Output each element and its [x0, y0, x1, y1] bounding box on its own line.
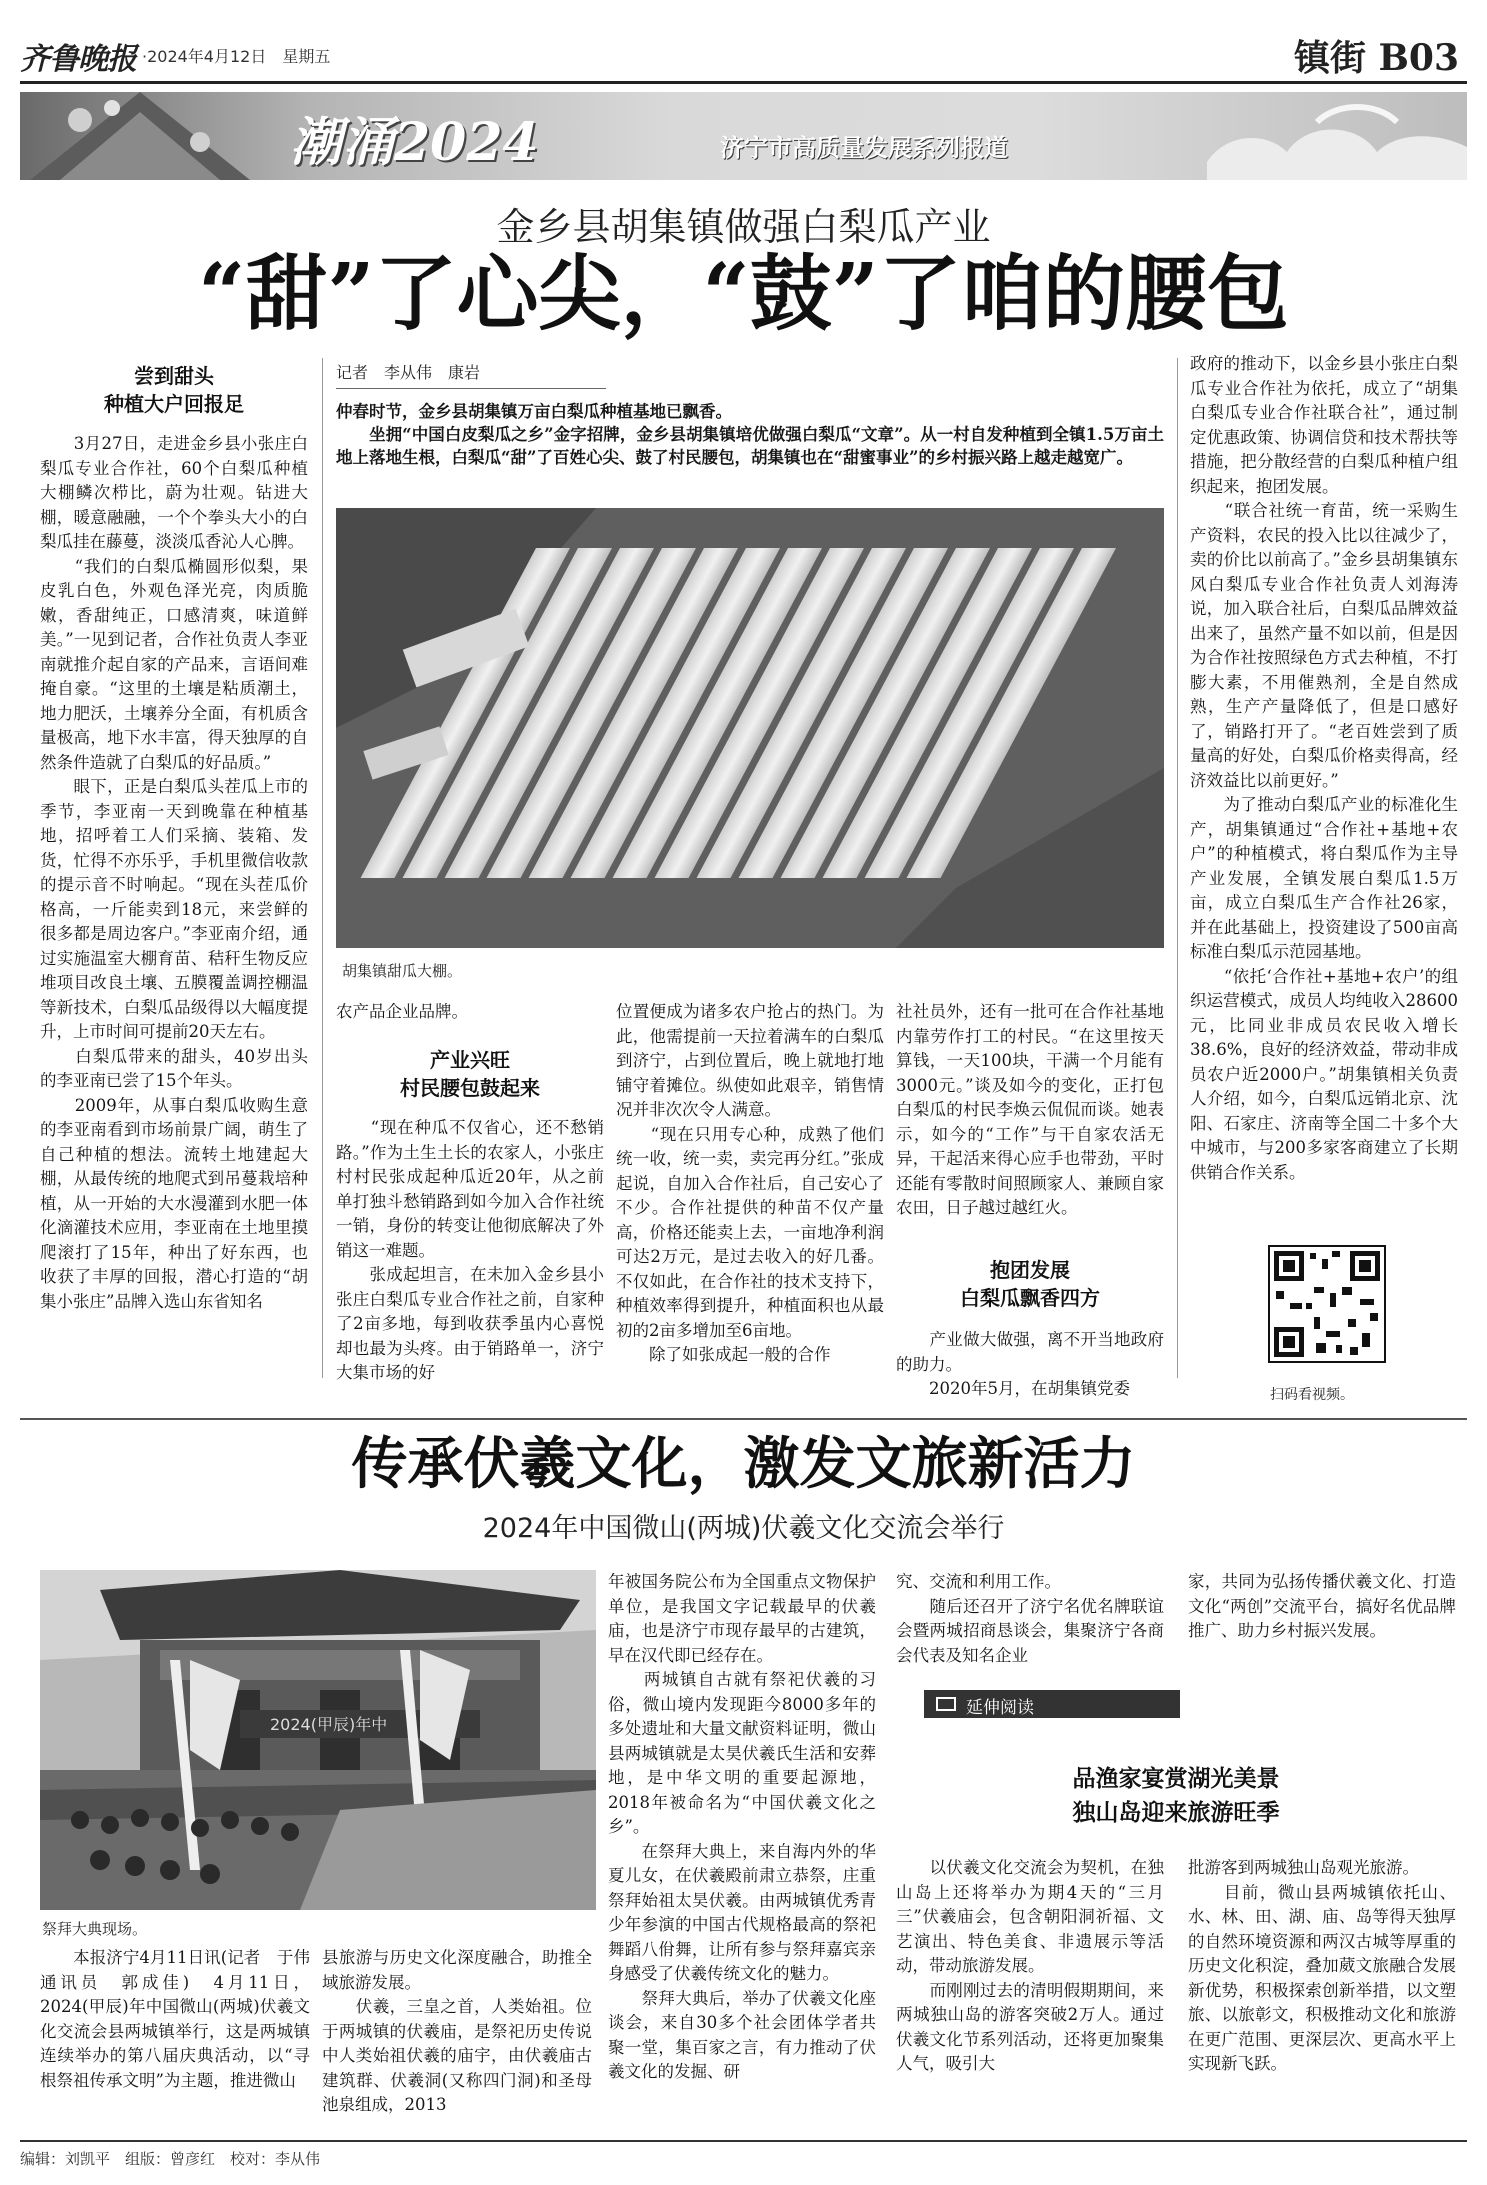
banner-title: 潮涌2024 — [290, 112, 539, 173]
series-banner — [20, 92, 1467, 180]
banner-series: 济宁市高质量发展系列报道 — [720, 134, 1008, 162]
story2-column-4: 究、交流和利用工作。 随后还召开了济宁名优名牌联谊会暨两城招商恳谈会，集聚济宁各商会代表及知名企业 — [896, 1572, 1164, 1665]
banner-fan-decoration — [20, 92, 260, 180]
ceremony-photo-caption: 祭拜大典现场。 — [42, 1920, 148, 1938]
sidebar-column-2: 批游客到两城独山岛观光旅游。 目前，微山县两城镇依托山、水、林、田、湖、庙、岛等得天独厚的自然环境资源和两汉古城等厚重的历史文化积淀，叠加葳文旅融合发展新优势，积极探索创新举措，以文塑旅、以旅彰文，积极推动文化和旅游在更广范围、更深层次、更高水平上实现新飞跃。 — [1188, 1858, 1456, 2073]
story1-kicker: 金乡县胡集镇做强白梨瓜产业 — [496, 205, 991, 249]
story2-column-2: 县旅游与历史文化深度融合，助推全域旅游发展。 伏羲，三皇之首，人类始祖。位于两城镇的伏羲庙，是祭祀历史传说中人类始祖伏羲的庙宇，由伏羲庙古建筑群、伏羲洞(又称四门洞)和圣母池泉组成，2013 — [322, 1948, 592, 2114]
section-heading-1: 尝到甜头 种植大户回报足 — [104, 364, 244, 416]
greenhouse-photo-caption: 胡集镇甜瓜大棚。 — [342, 962, 463, 980]
footer-credits: 编辑：刘凯平 组版：曾彦红 校对：李从伟 — [20, 2150, 321, 2168]
story1-column-1: 3月27日，走进金乡县小张庄白梨瓜专业合作社，60个白梨瓜种植大棚鳞次栉比，蔚为壮观。钻进大棚，暖意融融，一个个拳头大小的白梨瓜挂在藤蔓，淡淡瓜香沁人心脾。 “我们的白梨瓜椭圆形似梨，果皮乳白色，外观色泽光亮，肉质脆嫩，香甜纯正，口感清爽，味道鲜美。”一见到记者，合作社负责人李亚南就推介起自家的产品来，言语间难掩自豪。“这里的土壤是粘质潮土，地力肥沃，土壤养分全面，有机质含量极高，地下水丰富，得天独厚的自然条件造就了白梨瓜的好品质。” 眼下，正是白梨瓜头茬瓜上市的季节，李亚南一天到晚靠在种植基地，招呼着工人们采摘、装箱、发货，忙得不亦乐乎，手机里微信收款的提示音不时响起。“现在头茬瓜价格高，一斤能卖到18元，来尝鲜的很多都是周边客户。”李亚南介绍，通过实施温室大棚育苗、秸秆生物反应堆项目改良土壤、五膜覆盖调控棚温等新技术，白梨瓜品级得以大幅度提升，上市时间可提前20天左右。 白梨瓜带来的甜头，40岁出头的李亚南已尝了15个年头。 2009年，从事白梨瓜收购生意的李亚南看到市场前景广阔，萌生了自己种植的想法。流转土地建起大棚，从最传统的地爬式到吊蔓栽培种植，从一开始的大水漫灌到水肥一体化滴灌技术应用，李亚南在土地里摸爬滚打了15年，种出了好东西，也收获了丰厚的回报，潜心打造的“胡集小张庄”品牌入选山东省知名 — [40, 434, 308, 1311]
extended-reading-label — [924, 1690, 1180, 1718]
paper-logo: 齐鲁晚报 — [20, 42, 136, 77]
story1-column-5: 政府的推动下，以金乡县小张庄白梨瓜专业合作社为依托，成立了“胡集白梨瓜专业合作社联合社”，通过制定优惠政策、协调信贷和技术帮扶等措施，把分散经营的白梨瓜种植户组织起来，抱团发展。 “联合社统一育苗，统一采购生产资料，农民的投入比以往减少了，卖的价比以前高了。”金乡县胡集镇东风白梨瓜专业合作社负责人刘海涛说，加入联合社后，白梨瓜品牌效益出来了，虽然产量不如以前，但是因为合作社按照绿色方式去种植，不打膨大素，不用催熟剂，全是自然成熟，生产产量降低了，但是口感好了，销路打开了。“老百姓尝到了质量高的好处，白梨瓜价格卖得高，经济效益比以前更好。” 为了推动白梨瓜产业的标准化生产，胡集镇通过“合作社+基地+农户”的种植模式，将白梨瓜作为主导产业发展，全镇发展白梨瓜1.5万亩，成立白梨瓜生产合作社26家，并在此基础上，投资建设了500亩高标准白梨瓜示范园基地。 “依托‘合作社+基地+农户’的组织运营模式，成员人均纯收入28600元，比同业非成员农民收入增长38.6%，良好的经济效益，带动非成员农户近2000户。”胡集镇相关负责人介绍，如今，白梨瓜远销北京、沈阳、石家庄、济南等全国二十多个大中城市，与200多家客商建立了长期供销合作关系。 — [1190, 354, 1458, 1182]
story1-column-2-top: 农产品企业品牌。 — [336, 1002, 468, 1021]
story-divider — [20, 1418, 1467, 1420]
column-rule — [322, 358, 323, 1378]
ceremony-banner-text: 2024(甲辰)年中 — [270, 1715, 388, 1734]
column-rule — [1177, 358, 1178, 1378]
masthead — [20, 30, 1467, 80]
story1-headline: “甜”了心尖，“鼓”了咱的腰包 — [198, 246, 1289, 342]
ceremony-illustration — [40, 1570, 596, 1910]
byline-rule — [336, 388, 606, 389]
extended-reading-text: 延伸阅读 — [966, 1698, 1034, 1718]
story2-subhead: 2024年中国微山(两城)伏羲文化交流会举行 — [482, 1513, 1005, 1544]
story2-column-5: 家，共同为弘扬传播伏羲文化、打造文化“两创”交流平台，搞好名优品牌推广、助力乡村振兴发展。 — [1188, 1572, 1456, 1640]
story1-column-2: “现在种瓜不仅省心，还不愁销路。”作为土生土长的农家人，小张庄村村民张成起种瓜近20年，从之前单打独斗愁销路到如今加入合作社统一销，身份的转变让他彻底解决了外销这一难题。 张成起坦言，在未加入金乡县小张庄白梨瓜专业合作社之前，自家种了2亩多地，每到收获季虽内心喜悦却也最为头疼。由于销路单一，济宁大集市场的好 — [336, 1118, 604, 1382]
section-heading-2: 产业兴旺 村民腰包鼓起来 — [400, 1048, 540, 1100]
story2-column-3: 年被国务院公布为全国重点文物保护单位，是我国文字记载最早的伏羲庙，也是济宁市现存最早的古建筑，早在汉代即已经存在。 两城镇自古就有祭祀伏羲的习俗，微山境内发现距今8000多年的多处遗址和大量文献资料证明，微山县两城镇就是太昊伏羲氏生活和安葬地，是中华文明的重要起源地，2018年被命名为“中国伏羲文化之乡”。 在祭拜大典上，来自海内外的华夏儿女，在伏羲殿前肃立恭祭，庄重祭拜始祖太昊伏羲。由两城镇优秀青少年参演的中国古代规格最高的祭祀舞蹈八佾舞，让所有参与祭拜嘉宾亲身感受了伏羲传统文化的魅力。 祭拜大典后，举办了伏羲文化座谈会，来自30多个社会团体学者共聚一堂，集百家之言，有力推动了伏羲文化的发掘、研 — [608, 1572, 876, 2081]
story1-column-4b: 产业做大做强，离不开当地政府的助力。 2020年5月，在胡集镇党委 — [896, 1330, 1164, 1398]
story2-headline: 传承伏羲文化，激发文旅新活力 — [351, 1431, 1136, 1497]
section-page: 镇街 B03 — [1293, 37, 1459, 79]
greenhouse-illustration — [336, 508, 1164, 948]
story1-lead: 仲春时节，金乡县胡集镇万亩白梨瓜种植基地已飘香。 坐拥“中国白皮梨瓜之乡”金字招牌，金乡县胡集镇培优做强白梨瓜“文章”。从一村自发种植到全镇1.5万亩土地上落地生根，白梨瓜“甜”了百姓心尖、鼓了村民腰包，胡集镇也在“甜蜜事业”的乡村振兴路上越走越宽广。 — [336, 402, 1164, 467]
qr-code-icon — [1270, 1247, 1384, 1361]
banner-cloud-decoration — [1167, 92, 1467, 180]
qr-caption: 扫码看视频。 — [1270, 1387, 1354, 1403]
story1-byline: 记者 李从伟 康岩 — [336, 363, 481, 382]
ceremony-photo — [40, 1570, 596, 1910]
story2-column-1: 本报济宁4月11日讯(记者 于伟 通讯员 郭成佳) 4月11日，2024(甲辰)年中国微山(两城)伏羲文化交流会县两城镇举行，这是两城镇连续举办的第八届庆典活动，以“寻根祭祖传承文明”为主题，推进微山 — [40, 1948, 327, 2090]
sidebar-column-1: 以伏羲文化交流会为契机，在独山岛上还将举办为期4天的“三月三”伏羲庙会，包含朝阳洞祈福、文艺演出、特色美食、非遗展示等活动，带动旅游发展。 而刚刚过去的清明假期期间，来两城独山岛的游客突破2万人。通过伏羲文化节系列活动，还将更加聚集人气，吸引大 — [896, 1858, 1164, 2073]
story1-column-4: 社社员外，还有一批可在合作社基地内靠劳作打工的村民。“在这里按天算钱，一天100块，干满一个月能有3000元。”谈及如今的变化，正打包白梨瓜的村民李焕云侃侃而谈。她表示，如今的“工作”与干自家农活无异，干起活来得心应手也带劲，平时还能有零散时间照顾家人、兼顾自家农田，日子越过越红火。 — [896, 1002, 1164, 1217]
footer-rule — [20, 2140, 1467, 2142]
reading-icon — [936, 1697, 956, 1711]
masthead-rule — [20, 81, 1467, 84]
greenhouse-photo — [336, 508, 1164, 948]
qr-code[interactable] — [1268, 1245, 1386, 1363]
sidebar-headline: 品渔家宴赏湖光美景 独山岛迎来旅游旺季 — [1072, 1766, 1280, 1826]
story1-column-3: 位置便成为诸多农户抢占的热门。为此，他需提前一天拉着满车的白梨瓜到济宁，占到位置后，晚上就地打地铺守着摊位。纵使如此艰辛，销售情况并非次次令人满意。 “现在只用专心种，成熟了他们统一收，统一卖，卖完再分红。”张成起说，自加入合作社后，自己安心了不少。合作社提供的种苗不仅产量高，价格还能卖上去，一亩地净利润可达2万元，是过去收入的好几番。不仅如此，在合作社的技术支持下，种植效率得到提升，种植面积也从最初的2亩多增加至6亩地。 除了如张成起一般的合作 — [616, 1002, 884, 1364]
issue-date: ·2024年4月12日 星期五 — [142, 47, 331, 66]
section-heading-3: 抱团发展 白梨瓜飘香四方 — [960, 1258, 1100, 1310]
